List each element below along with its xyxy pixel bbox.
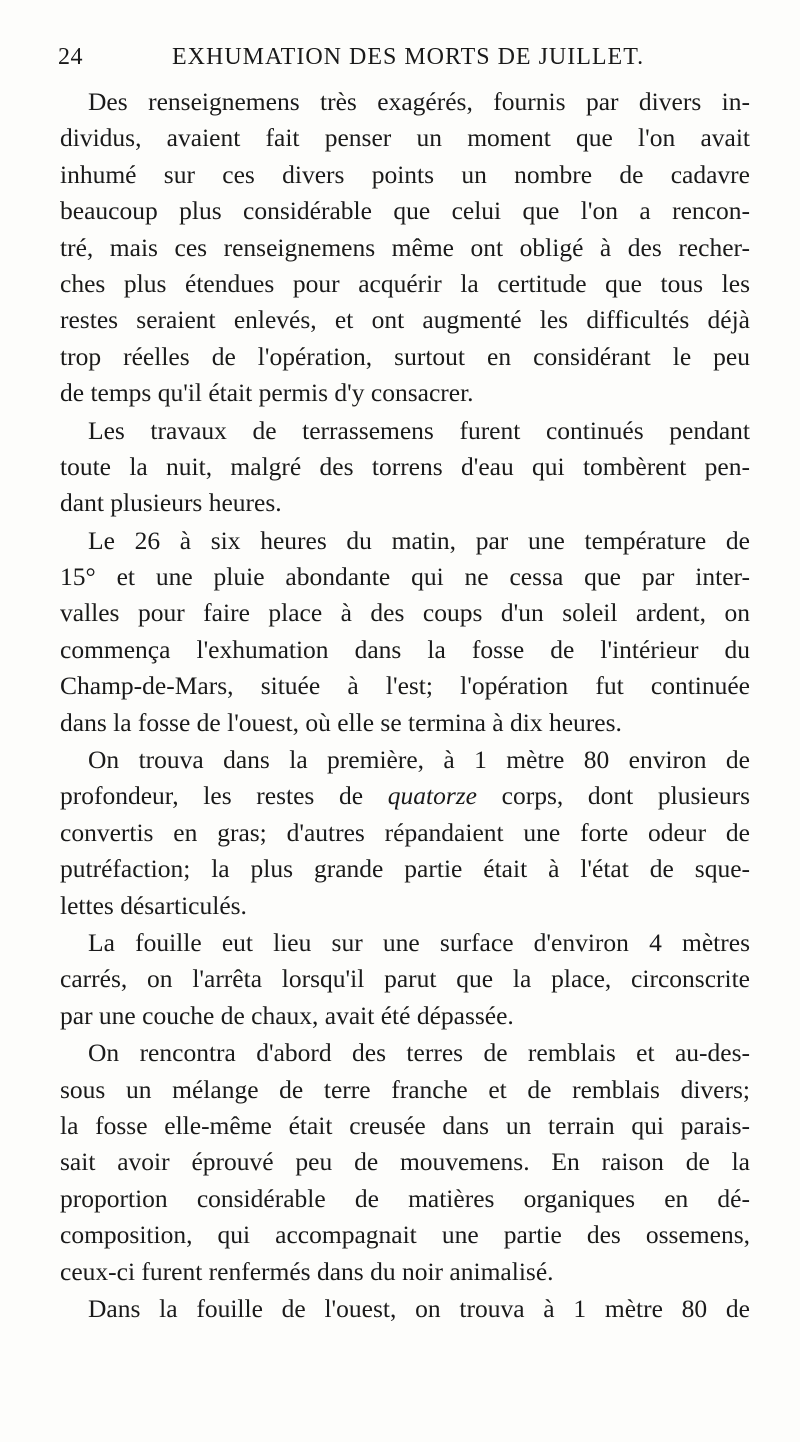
text-line: lettes désarticulés. xyxy=(60,890,247,920)
text-line: La fouille eut lieu sur une surface d'environ 4 mètres xyxy=(88,927,750,957)
text-line: valles pour faire place à des coups d'un soleil ardent, on xyxy=(60,598,750,628)
text-line: On trouva dans la première, à 1 mètre 80 environ de xyxy=(88,745,750,775)
text-line: Champ-de-Mars, située à l'est; l'opération fut continuée xyxy=(60,671,750,701)
text-line: tré, mais ces renseignemens même ont obligé à des recher- xyxy=(60,232,750,262)
text-line: Le 26 à six heures du matin, par une température de xyxy=(88,525,750,555)
paragraph-5 xyxy=(60,925,750,1034)
paragraph-2 xyxy=(60,413,750,522)
text-line: 15° et une pluie abondante qui ne cessa que par inter- xyxy=(60,562,750,592)
text-line: Dans la fouille de l'ouest, on trouva à 1 mètre 80 de xyxy=(88,1293,750,1323)
text-line: sous un mélange de terre franche et de remblais divers; xyxy=(60,1074,750,1104)
text-fragment: profondeur, les restes de xyxy=(60,781,388,811)
text-line: par une couche de chaux, avait été dépassée. xyxy=(60,1000,514,1030)
text-line: restes seraient enlevés, et ont augmenté les difficultés déjà xyxy=(60,305,750,335)
text-line: la fosse elle-même était creusée dans un terrain qui parais- xyxy=(60,1110,750,1140)
paragraph-1 xyxy=(60,84,750,412)
paragraph-3 xyxy=(60,523,750,741)
text-line: sait avoir éprouvé peu de mouvemens. En raison de la xyxy=(60,1147,750,1177)
text-line: Les travaux de terrassemens furent continués pendant xyxy=(88,415,750,445)
text-line: de temps qu'il était permis d'y consacrer. xyxy=(60,378,474,408)
text-line: composition, qui accompagnait une partie des ossemens, xyxy=(60,1220,750,1250)
text-line: dans la fosse de l'ouest, où elle se termina à dix heures. xyxy=(60,707,622,737)
text-line: trop réelles de l'opération, surtout en considérant le peu xyxy=(60,341,750,371)
text-fragment: corps, dont plusieurs xyxy=(477,781,750,811)
text-line: commença l'exhumation dans la fosse de l'intérieur du xyxy=(60,634,750,664)
emphasized-word: quatorze xyxy=(387,781,477,811)
text-line: On rencontra d'abord des terres de remblais et au-des- xyxy=(88,1038,750,1068)
text-line xyxy=(60,778,750,814)
body-text xyxy=(60,84,750,1327)
text-line: dant plusieurs heures. xyxy=(60,488,282,518)
text-line: toute la nuit, malgré des torrens d'eau qui tombèrent pen- xyxy=(60,451,750,481)
text-line: Des renseignemens très exagérés, fournis par divers in- xyxy=(88,87,750,116)
text-line: beaucoup plus considérable que celui que l'on a rencon- xyxy=(60,196,750,226)
text-line: proportion considérable de matières organiques en dé- xyxy=(60,1183,750,1213)
text-line: putréfaction; la plus grande partie était à l'état de sque- xyxy=(60,854,750,884)
text-line: ceux-ci furent renfermés dans du noir animalisé. xyxy=(60,1256,554,1286)
page-number: 24 xyxy=(58,44,83,70)
text-line: carrés, on l'arrêta lorsqu'il parut que la place, circonscrite xyxy=(60,964,750,994)
text-line: inhumé sur ces divers points un nombre de cadavre xyxy=(60,159,750,189)
text-line: convertis en gras; d'autres répandaient une forte odeur de xyxy=(60,817,750,847)
paragraph-4 xyxy=(60,742,750,924)
paragraph-7 xyxy=(60,1291,750,1327)
paragraph-6 xyxy=(60,1035,750,1290)
text-line: dividus, avaient fait penser un moment que l'on avait xyxy=(60,123,750,153)
text-line: ches plus étendues pour acquérir la certitude que tous les xyxy=(60,268,750,298)
running-title: EXHUMATION DES MORTS DE JUILLET. xyxy=(172,44,645,70)
page-header xyxy=(58,44,748,80)
